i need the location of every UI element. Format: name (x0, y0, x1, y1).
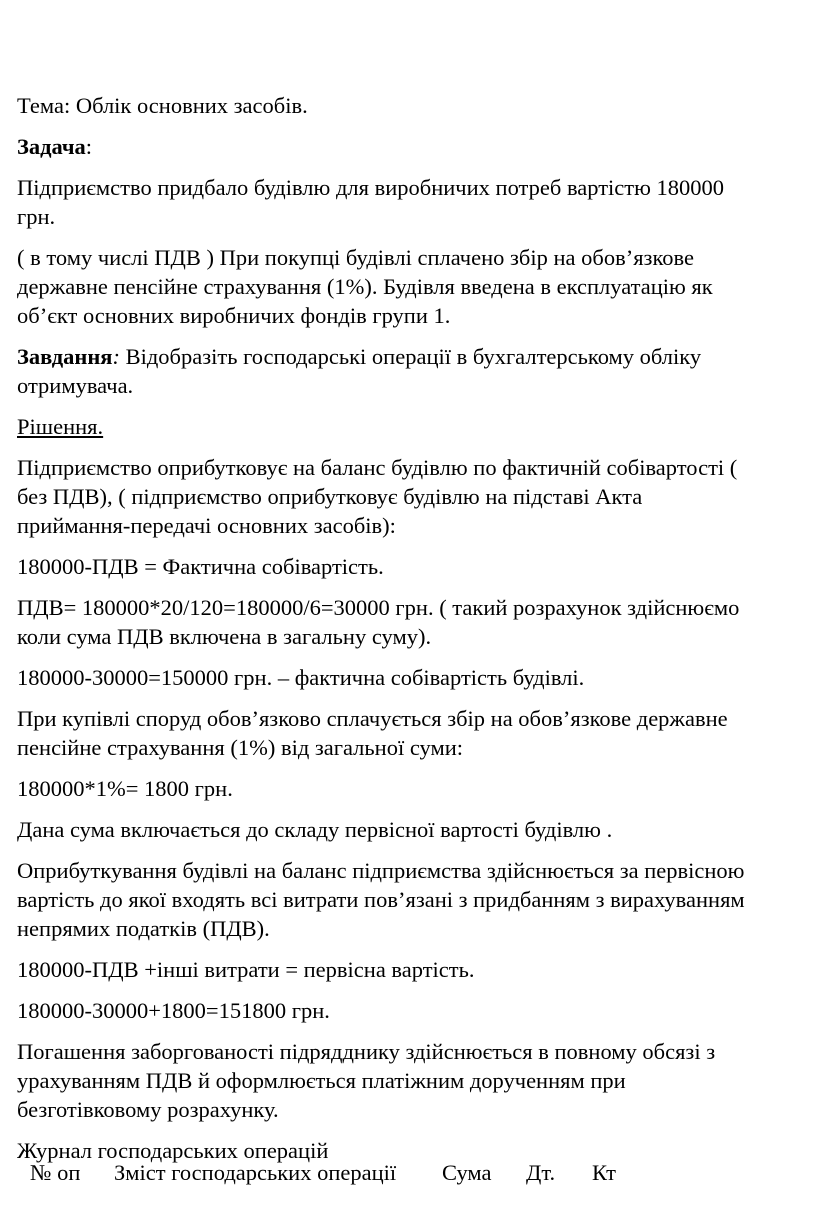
formula-actual-cost-value (17, 663, 802, 692)
repayment-line: урахуванням ПДВ й оформлюється платіжним дорученням при (17, 1068, 626, 1093)
assignment-text-line: отримувача. (17, 373, 134, 398)
capitalize-line: приймання-передачі основних засобів): (17, 513, 396, 538)
task-text2-line: ( в тому числі ПДВ ) При покупці будівлі сплачено збір на обов’язкове (17, 245, 694, 270)
task-paragraph-2 (17, 243, 802, 330)
repayment-paragraph (17, 1037, 802, 1124)
formula-text: 180000*1%= 1800 грн. (17, 776, 233, 801)
formula-initial-cost-value (17, 996, 802, 1025)
column-header-sum: Сума (442, 1160, 492, 1185)
vat-line: коли сума ПДВ включена в загальну суму). (17, 624, 432, 649)
task-text2-line: об’єкт основних виробничих фондів групи 1. (17, 303, 451, 328)
column-header-number: № оп (30, 1160, 81, 1185)
formula-text: 180000-ПДВ +інші витрати = первісна вартість. (17, 957, 475, 982)
pension-line: При купівлі споруд обов’язково сплачується збір на обов’язкове державне (17, 706, 728, 731)
initial-cost-paragraph (17, 856, 802, 943)
task-text2-line: державне пенсійне страхування (1%). Будівля введена в експлуатацію як (17, 274, 713, 299)
column-header-debit: Дт. (526, 1160, 556, 1185)
journal-title-text: Журнал господарських операцій (17, 1138, 329, 1163)
task-colon: : (85, 134, 93, 159)
formula-text: 180000-30000+1800=151800 грн. (17, 998, 330, 1023)
repayment-line: Погашення заборгованості підрядднику здійснюється в повному обсязі з (17, 1039, 716, 1064)
formula-initial-cost (17, 955, 802, 984)
formula-text: 180000-ПДВ = Фактична собівартість. (17, 554, 384, 579)
task-text-line: Підприємство придбало будівлю для виробничих потреб вартістю 180000 (17, 175, 725, 200)
vat-line: ПДВ= 180000*20/120=180000/6=30000 грн. ( такий розрахунок здійснюємо (17, 595, 740, 620)
task-label: Задача (17, 134, 86, 159)
repayment-line: безготівковому розрахунку. (17, 1097, 279, 1122)
solution-label: Рішення. (17, 414, 104, 439)
solution-heading (17, 412, 802, 441)
pension-line: пенсійне страхування (1%) від загальної суми: (17, 735, 464, 760)
assignment-colon: : (112, 344, 120, 369)
initial-cost-line: Оприбуткування будівлі на баланс підприємства здійснюється за первісною (17, 858, 745, 883)
initial-cost-line: вартість до якої входять всі витрати пов’язані з придбанням з вирахуванням (17, 887, 745, 912)
formula-pension (17, 774, 802, 803)
vat-calculation (17, 593, 802, 651)
document-body (17, 91, 802, 1177)
capitalize-line: без ПДВ), ( підприємство оприбутковує будівлю на підставі Акта (17, 484, 643, 509)
assignment-label: Завдання (17, 344, 113, 369)
assignment-text: Відобразіть господарські операції в бухгалтерському обліку (119, 344, 702, 369)
formula-actual-cost (17, 552, 802, 581)
capitalize-line: Підприємство оприбутковує на баланс будівлю по фактичній собівартості ( (17, 455, 738, 480)
initial-cost-line: непрямих податків (ПДВ). (17, 916, 270, 941)
assignment-paragraph (17, 342, 802, 400)
task-heading (17, 132, 802, 161)
column-header-credit: Кт (592, 1160, 616, 1185)
pension-fee-paragraph (17, 704, 802, 762)
topic-text: Тема: Облік основних засобів. (17, 93, 308, 118)
included-paragraph (17, 815, 802, 844)
formula-text: 180000-30000=150000 грн. – фактична собівартість будівлі. (17, 665, 585, 690)
task-text-line: грн. (17, 204, 56, 229)
capitalize-paragraph (17, 453, 802, 540)
included-text: Дана сума включається до складу первісної вартості будівлю . (17, 817, 613, 842)
topic-line (17, 91, 802, 120)
task-paragraph (17, 173, 802, 231)
column-header-content: Зміст господарських операції (114, 1160, 397, 1185)
